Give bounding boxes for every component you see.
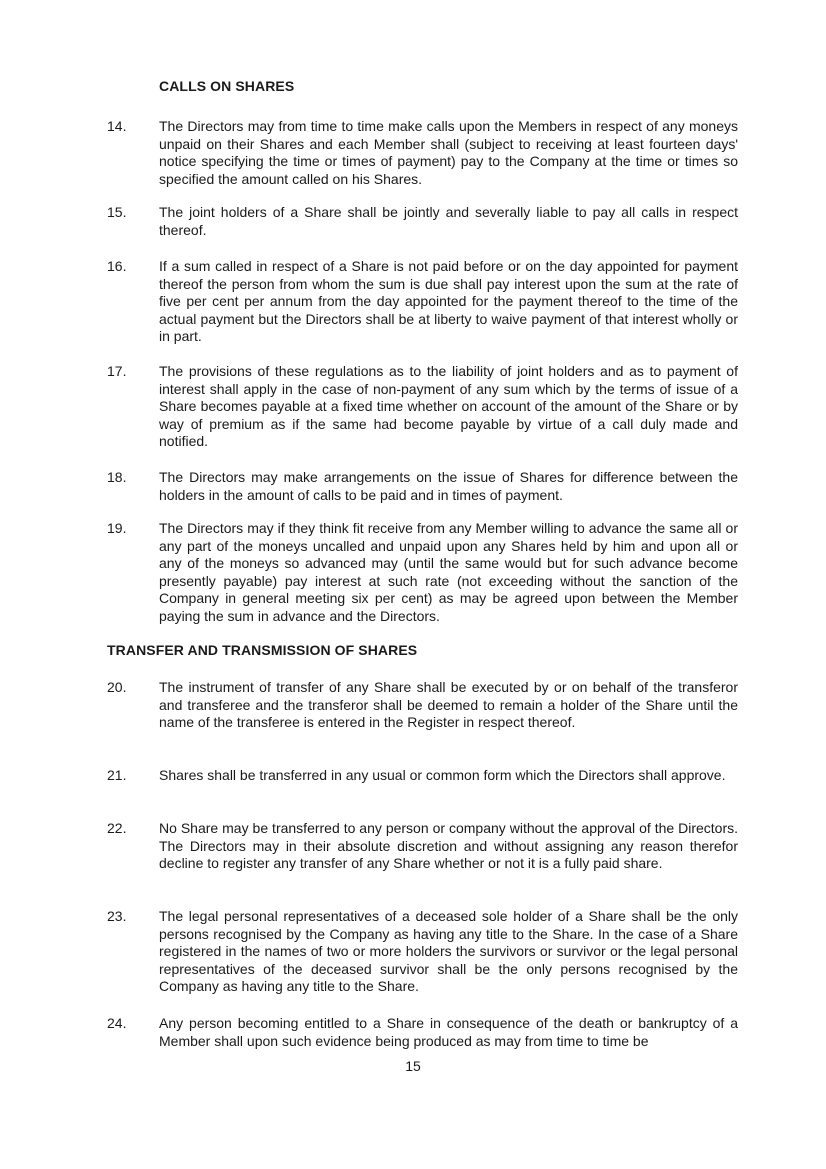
clause-number: 24. — [107, 1015, 127, 1031]
clause-number: 22. — [107, 820, 127, 836]
clause-number: 20. — [107, 679, 127, 695]
clause-number: 21. — [107, 767, 127, 783]
clause-number: 14. — [107, 118, 127, 134]
clause-number: 15. — [107, 204, 127, 220]
section-heading-calls-on-shares: CALLS ON SHARES — [159, 78, 295, 94]
clause-text: Any person becoming entitled to a Share in consequence of the death or bankruptcy of a Member shall upon such evidence being produced as may from time to time be — [159, 1015, 738, 1049]
clause-text: The Directors may if they think fit receive from any Member willing to advance the same all or any part of the moneys uncalled and unpaid upon any Shares held by him and upon all or any of the moneys so advanced may (until the same would but for such advance become presently payable) pay interest at such rate (not exceeding without the sanction of the Company in general meeting six per cent) as may be agreed upon between the Member paying the sum in advance and the Directors. — [159, 520, 738, 624]
clause-text: The legal personal representatives of a deceased sole holder of a Share shall be the only persons recognised by the Company as having any title to the Share. In the case of a Share registered in the names of two or more holders the survivors or survivor or the legal personal representatives of the deceased survivor shall be the only persons recognised by the Company as having any title to the Share. — [159, 908, 738, 995]
clause-text: The joint holders of a Share shall be jointly and severally liable to pay all calls in respect thereof. — [159, 204, 738, 238]
section-heading-transfer-and-transmission: TRANSFER AND TRANSMISSION OF SHARES — [107, 642, 418, 658]
clause-text: Shares shall be transferred in any usual or common form which the Directors shall approve. — [159, 767, 726, 783]
clause-number: 17. — [107, 363, 127, 379]
clause-text: No Share may be transferred to any person or company without the approval of the Directors. The Directors may in their absolute discretion and without assigning any reason therefor decline to register any transfer of any Share whether or not it is a fully paid share. — [159, 820, 738, 872]
clause-number: 16. — [107, 258, 127, 274]
clause-text: The instrument of transfer of any Share shall be executed by or on behalf of the transferor and transferee and the transferor shall be deemed to remain a holder of the Share until the name of the transferee is entered in the Register in respect thereof. — [159, 679, 738, 731]
page-number: 15 — [405, 1058, 421, 1074]
clause-number: 23. — [107, 908, 127, 924]
clause-text: If a sum called in respect of a Share is not paid before or on the day appointed for payment thereof the person from whom the sum is due shall pay interest upon the sum at the rate of five per cent per annum from the day appointed for the payment thereof to the time of the actual payment but the Directors shall be at liberty to waive payment of that interest wholly or in part. — [159, 258, 738, 345]
clause-text: The provisions of these regulations as to the liability of joint holders and as to payment of interest shall apply in the case of non-payment of any sum which by the terms of issue of a Share becomes payable at a fixed time whether on account of the amount of the Share or by way of premium as if the same had become payable by virtue of a call duly made and notified. — [159, 363, 738, 450]
clause-text: The Directors may from time to time make calls upon the Members in respect of any moneys unpaid on their Shares and each Member shall (subject to receiving at least fourteen days' notice specifying the time or times of payment) pay to the Company at the time or times so specified the amount called on his Shares. — [159, 118, 738, 187]
clause-number: 18. — [107, 469, 127, 485]
clause-number: 19. — [107, 520, 127, 536]
clause-text: The Directors may make arrangements on the issue of Shares for difference between the holders in the amount of calls to be paid and in times of payment. — [159, 469, 738, 503]
